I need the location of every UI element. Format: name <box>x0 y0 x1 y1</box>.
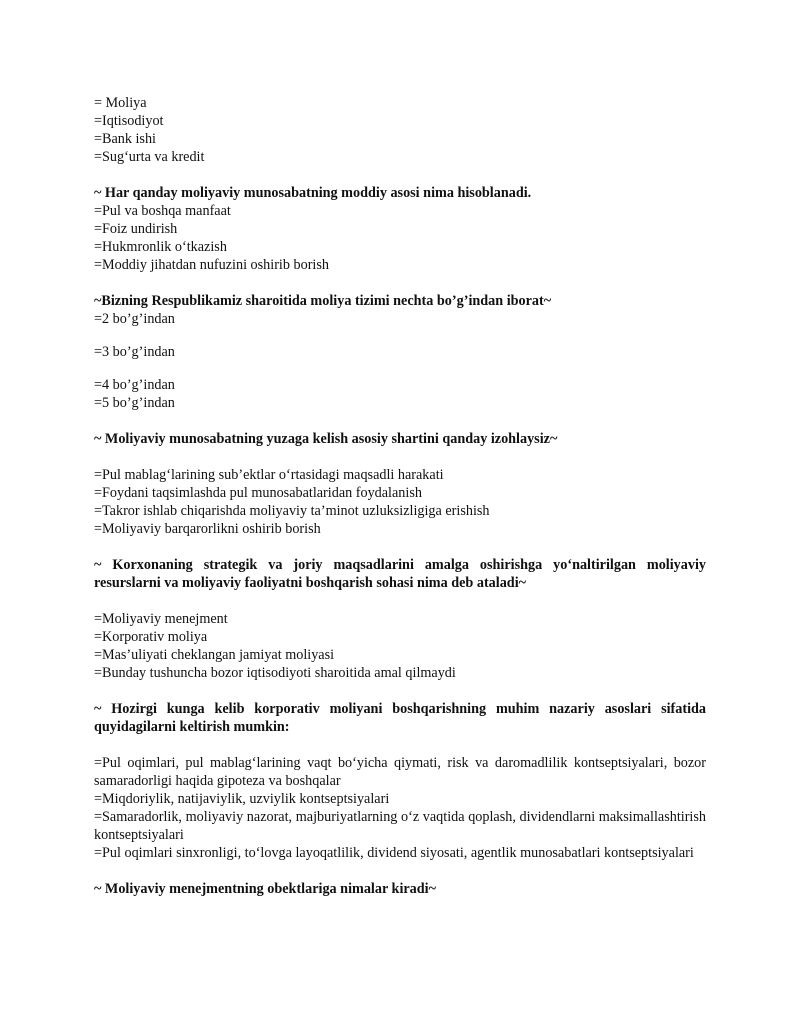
answer-option: =Samaradorlik, moliyaviy nazorat, majburiyatlarning o‘z vaqtida qoplash, dividendlarni maksimallashtirish kontseptsiyalari <box>94 809 706 843</box>
answer-option: =Miqdoriylik, natijaviylik, uzviylik kontseptsiyalari <box>94 791 390 807</box>
answer-option: =Hukmronlik o‘tkazish <box>94 239 227 255</box>
question-text: ~ Korxonaning strategik va joriy maqsadlarini amalga oshirishga yo‘naltirilgan moliyaviy resurslarni va moliyaviy faoliyatni boshqarish sohasi nima deb ataladi~ <box>94 557 706 591</box>
question-block-2 <box>94 292 706 412</box>
question-block-6 <box>94 880 706 898</box>
question-text: ~ Har qanday moliyaviy munosabatning moddiy asosi nima hisoblanadi. <box>94 185 532 201</box>
document-page <box>94 94 706 898</box>
answer-option: =Takror ishlab chiqarishda moliyaviy ta’minot uzluksizligiga erishish <box>94 503 490 519</box>
question-block-3 <box>94 430 706 538</box>
answer-option: =Mas’uliyati cheklangan jamiyat moliyasi <box>94 647 335 663</box>
answer-option: =Bank ishi <box>94 131 156 147</box>
answer-option: =Moddiy jihatdan nufuzini oshirib borish <box>94 257 329 273</box>
answer-option: =Foydani taqsimlashda pul munosabatlaridan foydalanish <box>94 485 422 501</box>
question-block-5 <box>94 700 706 862</box>
question-block-1 <box>94 184 706 274</box>
answer-option: =Sug‘urta va kredit <box>94 149 205 165</box>
answer-option: =Moliyaviy menejment <box>94 611 228 627</box>
answer-option: =3 bo’g’indan <box>94 344 175 360</box>
answer-option: =2 bo’g’indan <box>94 311 175 327</box>
answer-option: =Iqtisodiyot <box>94 113 164 129</box>
question-text: ~ Hozirgi kunga kelib korporativ moliyani boshqarishning muhim nazariy asoslari sifatida quyidagilarni keltirish mumkin: <box>94 701 706 735</box>
answer-option: =Pul mablag‘larining sub’ektlar o‘rtasidagi maqsadli harakati <box>94 467 444 483</box>
answer-option: =Bunday tushuncha bozor iqtisodiyoti sharoitida amal qilmaydi <box>94 665 456 681</box>
question-text: ~Bizning Respublikamiz sharoitida moliya tizimi nechta bo’g’indan iborat~ <box>94 293 552 309</box>
answer-option: =Pul oqimlari, pul mablag‘larining vaqt bo‘yicha qiymati, risk va daromadlilik kontseptsiyalari, bozor samaradorligi haqida gipoteza va boshqalar <box>94 755 706 789</box>
question-text: ~ Moliyaviy munosabatning yuzaga kelish asosiy shartini qanday izohlaysiz~ <box>94 431 558 447</box>
question-text: ~ Moliyaviy menejmentning obektlariga nimalar kiradi~ <box>94 881 436 897</box>
question-block-4 <box>94 556 706 682</box>
answer-option: =Moliyaviy barqarorlikni oshirib borish <box>94 521 321 537</box>
answer-option: = Moliya <box>94 95 147 111</box>
answer-option: =Foiz undirish <box>94 221 178 237</box>
intro-options <box>94 94 706 166</box>
answer-option: =Pul oqimlari sinxronligi, to‘lovga layoqatlilik, dividend siyosati, agentlik munosabatlari kontseptsiyalari <box>94 845 694 861</box>
answer-option: =4 bo’g’indan <box>94 377 175 393</box>
answer-option: =Korporativ moliya <box>94 629 208 645</box>
answer-option: =Pul va boshqa manfaat <box>94 203 231 219</box>
answer-option: =5 bo’g’indan <box>94 395 175 411</box>
